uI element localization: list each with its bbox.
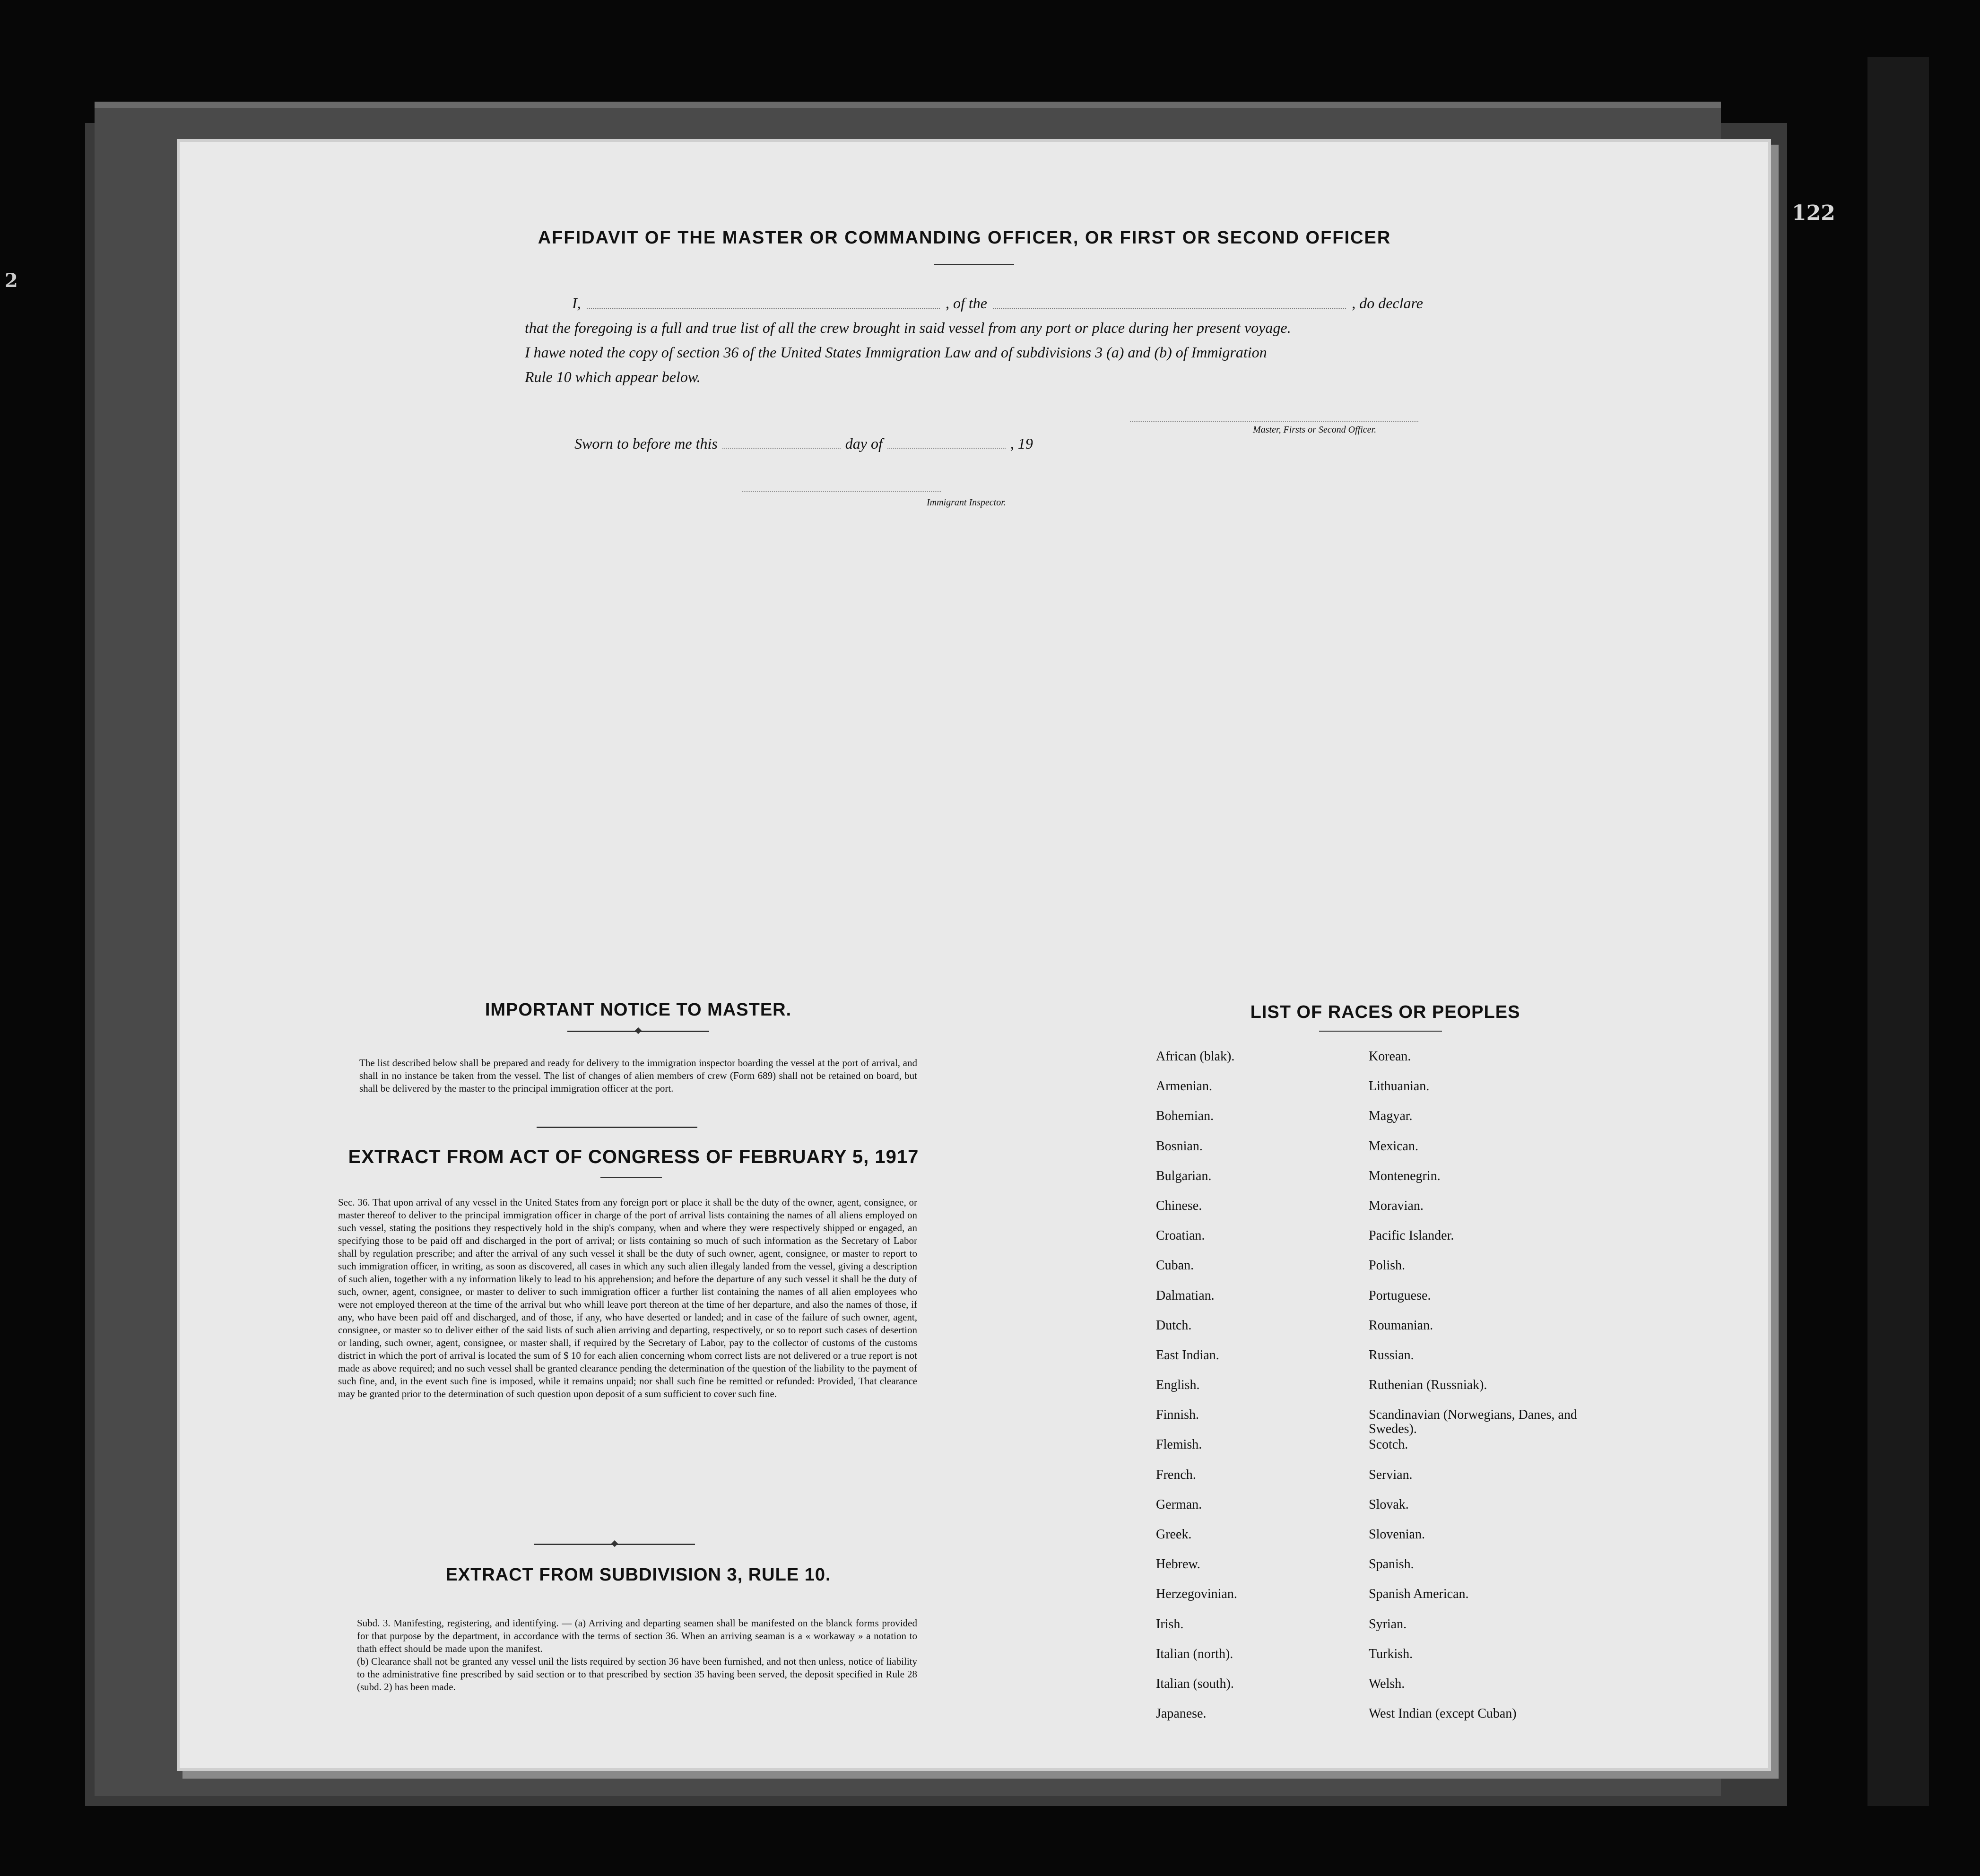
race-item: Portuguese. — [1369, 1288, 1431, 1303]
sworn-line — [574, 435, 1033, 452]
affidavit-line-1 — [525, 291, 1423, 315]
race-item: Armenian. — [1156, 1079, 1212, 1094]
manifest-page — [180, 142, 1768, 1768]
sworn-day-of: day of — [845, 435, 883, 452]
race-item: Spanish. — [1369, 1557, 1414, 1572]
race-item: Servian. — [1369, 1467, 1413, 1482]
vessel-blank — [993, 291, 1346, 309]
race-item: German. — [1156, 1497, 1202, 1512]
affidavit-body — [525, 291, 1423, 389]
extract-rule-text — [357, 1617, 917, 1694]
race-item: Dalmatian. — [1156, 1288, 1215, 1303]
extract-act-ornament — [600, 1177, 662, 1178]
race-item: Italian (south). — [1156, 1676, 1234, 1691]
binder-edge — [1867, 57, 1929, 1806]
race-item: Irish. — [1156, 1616, 1184, 1632]
race-item: French. — [1156, 1467, 1196, 1482]
race-item: Slovenian. — [1369, 1527, 1425, 1542]
notice-ornament — [567, 1031, 709, 1032]
sworn-month-blank — [887, 447, 1006, 449]
race-item: Dutch. — [1156, 1318, 1192, 1333]
affidavit-title: AFFIDAVIT OF THE MASTER OR COMMANDING OFFICER, OR FIRST OR SECOND OFFICER — [538, 228, 1391, 248]
race-item: Turkish. — [1369, 1646, 1413, 1661]
race-item: Mexican. — [1369, 1138, 1418, 1154]
race-item: Welsh. — [1369, 1676, 1405, 1691]
race-item: Slovak. — [1369, 1497, 1409, 1512]
race-item: Herzegovinian. — [1156, 1587, 1237, 1602]
race-item: Japanese. — [1156, 1706, 1207, 1721]
races-rule — [1319, 1031, 1442, 1032]
sworn-day-blank — [722, 447, 841, 449]
race-item: Syrian. — [1369, 1616, 1407, 1632]
extract-act-rule — [534, 1544, 695, 1545]
sworn-prefix: Sworn to before me this — [574, 435, 718, 452]
race-item: Magyar. — [1369, 1109, 1413, 1124]
notice-text: The list described below shall be prepared and ready for delivery to the immigration inspector boarding the vessel at the port of arrival, and shall in no instance be taken from the vessel. The list of changes of alien members of crew (Form 689) shall not be retained on board, but shall be delivered by the master to the principal immigration officer at the port. — [359, 1057, 917, 1094]
extract-act-title: EXTRACT FROM ACT OF CONGRESS OF FEBRUARY 5, 1917 — [348, 1146, 919, 1167]
race-item: English. — [1156, 1378, 1200, 1393]
notice-title: IMPORTANT NOTICE TO MASTER. — [485, 1000, 792, 1020]
page-number: 122 — [1792, 201, 1835, 225]
master-caption: Master, Firsts or Second Officer. — [1253, 425, 1377, 435]
race-item: Russian. — [1369, 1347, 1414, 1363]
race-item: Roumanian. — [1369, 1318, 1433, 1333]
extract-rule-para-a: Subd. 3. Manifesting, registering, and identifying. — (a) Arriving and departing seamen shall be manifested on the blanck forms provided for that purpose by the department, in accordance with the terms of section 36. When an arriving seaman is a « workaway » a notation to thath effect should be made upon the manifest. — [357, 1617, 917, 1654]
affidavit-line-3: I hawe noted the copy of section 36 of the United States Immigration Law and of subdivisions 3 (a) and (b) of Immigration — [525, 344, 1267, 361]
race-item: Bohemian. — [1156, 1109, 1214, 1124]
left-clip-mark: 2 — [5, 269, 18, 292]
race-item: Polish. — [1369, 1258, 1406, 1273]
master-signature-line — [1130, 421, 1418, 422]
extract-act-text: Sec. 36. That upon arrival of any vessel in the United States from any foreign port or place it shall be the duty of the owner, agent, consignee, or master thereof to deliver to the principal immigration officer in charge of the port of arrival lists containing the names of all aliens employed on such vessel, stating the positions they respectively hold in the ship's company, when and where they were respectively shipped or engaged, an specifying those to be paid off and discharged in the port of arrival; or lists containing so much of such information as the Secretary of Labor shall by regulation prescribe; and after the arrival of any such vessel it shall be the duty of such owner, agent, consignee, or master to report to such immigration officer, in writing, as soon as discovered, all cases in which any such alien illegaly landed from the vessel, giving a description of such alien, together with a ny information likely to lead to his apprehension; and before the departure of any such vessel it shall be the duty of such, owner, agent, consignee, or master to deliver to such immigration officer a further list containing the names of all alien employees who were not employed thereon at the time of the arrival but who whill leave port thereon at the time of her departure, and also the names of those, if any, who have been paid off and discharged, and of those, if any, who have deserted or landed; and in case of the failure of such owner, agent, consignee, or master so to deliver either of the said lists of such alien arriving and departing, respectively, or so to report such cases of desertion or landing, such owner, agent, consignee, or master shall, if required by the Secretary of Labor, pay to the collector of customs of the customs district in which the port of arrival is located the sum of $ 10 for each alien concerning whom correct lists are not delivered or a true report is not made as above required; and no such vessel shall be granted clearance pending the determination of the question of the liability to the payment of such fine, and, in the event such fine is imposed, while it remains unpaid; nor shall such fine be remitted or refunded: Provided, That clearance may be granted prior to the determination of such question upon deposit of a sum sufficient to cover such fine. — [338, 1197, 917, 1399]
name-blank — [587, 291, 940, 309]
race-item: East Indian. — [1156, 1347, 1219, 1363]
race-item: Pacific Islander. — [1369, 1228, 1454, 1243]
race-item: Lithuanian. — [1369, 1079, 1430, 1094]
races-list — [1156, 1050, 1581, 1737]
race-item: Spanish American. — [1369, 1587, 1469, 1602]
inspector-caption: Immigrant Inspector. — [927, 497, 1006, 508]
affidavit-i: I, — [572, 295, 581, 312]
race-item: Moravian. — [1369, 1198, 1424, 1213]
race-item: Croatian. — [1156, 1228, 1205, 1243]
race-item: Bulgarian. — [1156, 1168, 1212, 1183]
extract-rule-title: EXTRACT FROM SUBDIVISION 3, RULE 10. — [445, 1565, 831, 1585]
notice-rule — [537, 1127, 697, 1128]
race-item: West Indian (except Cuban) — [1369, 1706, 1517, 1721]
affidavit-line-2: that the foregoing is a full and true list of all the crew brought in said vessel from any port or place during her present voyage. — [525, 319, 1291, 336]
inspector-signature-line — [742, 491, 941, 492]
affidavit-line-4: Rule 10 which appear below. — [525, 368, 701, 385]
race-item: Korean. — [1369, 1049, 1411, 1064]
extract-rule-para-b: (b) Clearance shall not be granted any vessel unil the lists required by section 36 have been furnished, and not then unless, notice of liability to the administrative fine prescribed by said section or to that prescribed by section 35 having been served, the deposit specified in Rule 28 (subd. 2) has been made. — [357, 1656, 917, 1693]
race-item: Scandinavian (Norwegians, Danes, and Swedes). — [1369, 1407, 1577, 1437]
race-item: Finnish. — [1156, 1407, 1199, 1423]
race-item: Hebrew. — [1156, 1557, 1200, 1572]
race-item: Italian (north). — [1156, 1646, 1233, 1661]
race-item: Chinese. — [1156, 1198, 1202, 1213]
affidavit-do-declare: , do declare — [1352, 295, 1423, 312]
race-item: Montenegrin. — [1369, 1168, 1441, 1183]
race-item: Ruthenian (Russniak). — [1369, 1378, 1487, 1393]
race-item: Greek. — [1156, 1527, 1192, 1542]
race-item: African (blak). — [1156, 1049, 1235, 1064]
sworn-year: , 19 — [1010, 435, 1033, 452]
race-item: Bosnian. — [1156, 1138, 1203, 1154]
race-item: Cuban. — [1156, 1258, 1194, 1273]
race-item: Flemish. — [1156, 1437, 1202, 1452]
races-title: LIST OF RACES OR PEOPLES — [1250, 1002, 1520, 1022]
title-rule — [934, 264, 1014, 265]
race-item: Scotch. — [1369, 1437, 1408, 1452]
affidavit-of-the: , of the — [945, 295, 987, 312]
